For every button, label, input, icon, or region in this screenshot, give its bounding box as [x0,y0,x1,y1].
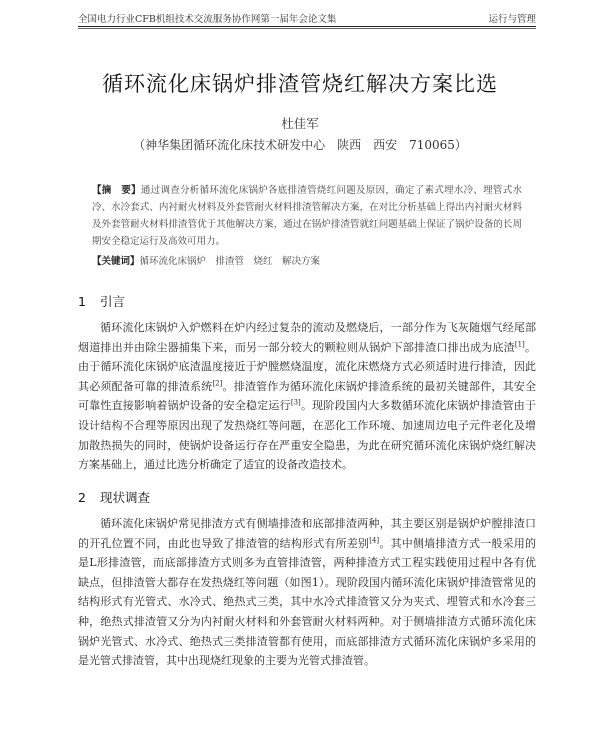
abstract [92,182,522,250]
author-name: 杜佳军 [281,116,319,131]
paper-title: 循环流化床锅炉排渣管烧红解决方案比选 [102,72,498,96]
citation: [4] [369,535,380,544]
section-number: 1 [78,294,86,309]
paragraph-text: 。现阶段国内大多数循环流化床锅炉排渣管由于设计结构不合理等原因出现了发热烧红等问题，在恶化工作环境、加速周边电子元件老化及增加散热损失的同时，使锅炉设备运行存在严重安全隐患，为此在研究循环流化床锅炉烧红解决方案基础上，通过比选分析确定了适宜的设备改造技术。 [78,399,537,472]
abstract-text: 通过调查分析循环流化床锅炉各底排渣管烧红问题及原因，确定了素式埋水冷、埋管式水冷、水冷套式、内衬耐火材料及外套管耐火材料排渣管解决方案，在对比分析基础上得出内衬耐火材料及外套管耐火材料排渣管优于其他解决方案，通过在锅炉排渣管就红问题基础上保证了锅炉设备的长周期安全稳定运行及高效可用力。 [92,185,522,247]
paragraph-text: 。其中侧墙排渣方式一般采用的是L形排渣管，而底部排渣方式则多为直管排渣管，两种排渣方式工程实践使用过程中各有优缺点，但排渣管大都存在发热烧红等问题（如图1）。现阶段国内循环流化床锅炉排渣管常见的结构形式有光管式、水冷式、绝热式三类，其中水冷式排渣管又分为夹式、埋管式和水冷套三种，绝热式排渣管又分为内衬耐火材料和外套管耐火材料两种。对于侧墙排渣方式循环流化床锅炉光管式、水冷式、绝热式三类排渣管都有使用，而底部排渣方式循环流化床锅炉多采用的是光管式排渣管，其中出现烧红现象的主要为光管式排渣管。 [78,536,536,668]
section-survey-paragraph [78,514,536,671]
paragraph-text: 循环流化床锅炉入炉燃料在炉内经过复杂的流动及燃烧后，一部分作为飞灰随烟气经尾部烟道排出并由除尘器捕集下来，而另一部分较大的颗粒则从锅炉下部排渣口排出成为底渣 [78,321,536,354]
section-intro-paragraph [78,318,536,475]
section-title: 引言 [100,294,126,309]
header-divider [78,28,536,29]
header-section-name: 运行与管理 [488,14,536,25]
section-heading-survey [78,488,150,506]
paragraph-text: 。排渣管作为循环流化床锅炉排渣系统的最初关键部件，其安全可靠性直接影响着锅炉设备的安全稳定运行 [78,379,537,413]
keywords [92,254,522,270]
section-number: 2 [78,490,86,505]
running-header [78,10,536,27]
paragraph-text: 。由于循环流化床锅炉底渣温度接近于炉膛燃烧温度，流化床燃烧方式必须适时进行排渣，因此其必须配备可靠的排渣系统 [78,340,536,393]
citation: [2] [212,379,223,388]
section-title: 现状调查 [100,490,151,505]
header-proceedings-title: 全国电力行业CFB机组技术交流服务协作网第一届年会论文集 [78,14,337,25]
keywords-text: 循环流化床锅炉 排渣管 烧红 解决方案 [139,256,321,267]
section-heading-intro [78,292,125,310]
citation: [1] [514,339,525,348]
keywords-label: 【关键词】 [92,256,140,267]
author-affiliation: （神华集团循环流化床技术研发中心 陕西 西安 710065） [133,138,467,152]
abstract-label: 【摘 要】 [92,185,141,196]
citation: [3] [290,398,301,407]
paragraph-text: 循环流化床锅炉常见排渣方式有侧墙排渣和底部排渣两种，其主要区别是锅炉炉膛排渣口的开孔位置不同，由此也导致了排渣管的结构形式有所差别 [78,517,536,550]
